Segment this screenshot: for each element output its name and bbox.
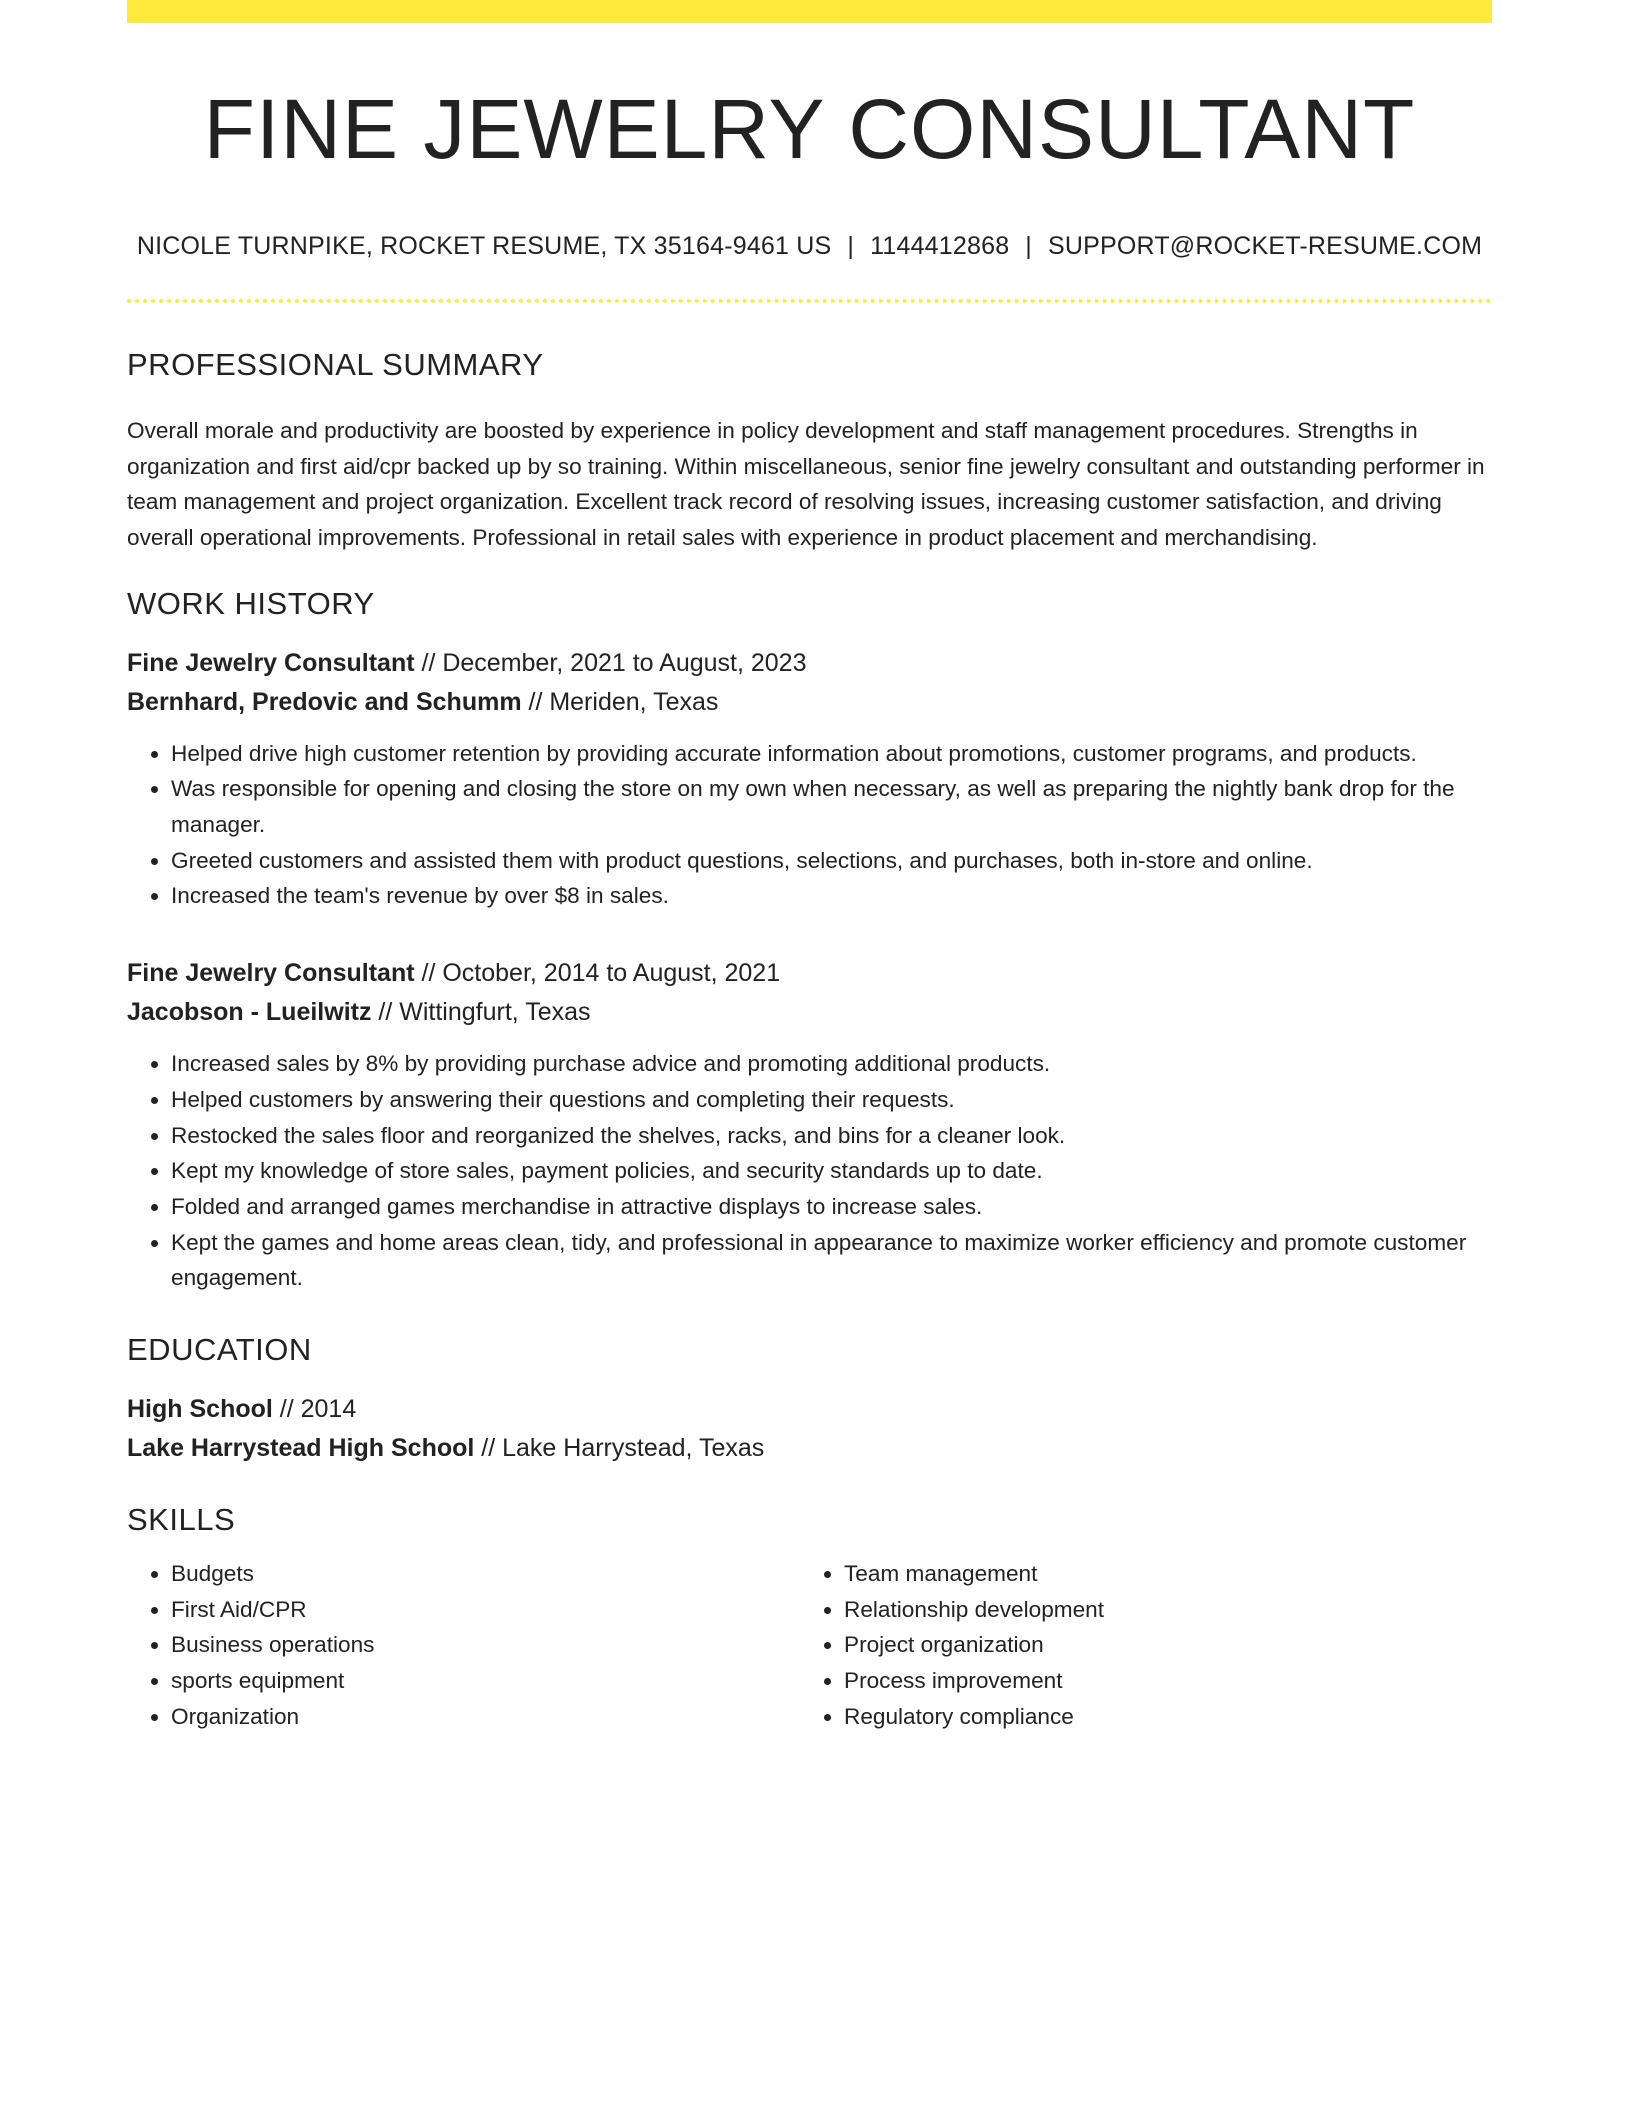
education-year: // 2014 <box>272 1395 357 1424</box>
work-history-heading: WORK HISTORY <box>127 585 375 621</box>
summary-text: Overall morale and productivity are boosted by experience in policy development and staff management procedures. Strengths in organization and first aid/cpr backed up by so training. Within miscellaneous, senior fine jewelry consultant and outstanding performer in team management and project organization. Excellent track record of resolving issues, increasing customer satisfaction, and driving overall operational improvements. Professional in retail sales with experience in product placement and merchandising. <box>127 417 1485 550</box>
contact-separator: | <box>847 231 855 260</box>
job-company-line <box>127 683 1492 722</box>
education-degree: High School <box>127 1395 273 1424</box>
job-title: Fine Jewelry Consultant <box>127 648 415 677</box>
job-bullets <box>127 736 1492 915</box>
contact-line <box>127 232 1492 261</box>
contact-phone: 1144412868 <box>870 231 1010 260</box>
skills-heading: SKILLS <box>127 1502 236 1538</box>
skill-item: • Organization <box>171 1699 800 1735</box>
job-entry <box>127 954 1492 1296</box>
education-heading: EDUCATION <box>127 1332 312 1368</box>
job-company: Bernhard, Predovic and Schumm <box>127 687 522 716</box>
education-school: Lake Harrystead High School <box>127 1434 475 1463</box>
contact-email: SUPPORT@ROCKET-RESUME.COM <box>1048 231 1483 260</box>
skill-item: • sports equipment <box>171 1663 800 1699</box>
job-entry <box>127 644 1492 915</box>
job-location: // Wittingfurt, Texas <box>371 998 591 1027</box>
skill-item: • Team management <box>844 1556 1473 1592</box>
education-location: // Lake Harrystead, Texas <box>474 1434 765 1463</box>
job-dates: // October, 2014 to August, 2021 <box>414 959 781 988</box>
job-bullet: • Increased sales by 8% by providing purchase advice and promoting additional products. <box>171 1046 1492 1082</box>
job-company: Jacobson - Lueilwitz <box>127 998 372 1027</box>
skills-column-left <box>127 1556 800 1735</box>
skill-item: • Regulatory compliance <box>844 1699 1473 1735</box>
job-bullet: • Restocked the sales floor and reorganized the shelves, racks, and bins for a cleaner look. <box>171 1118 1492 1154</box>
summary-heading: PROFESSIONAL SUMMARY <box>127 346 544 382</box>
job-bullet: • Kept my knowledge of store sales, payment policies, and security standards up to date. <box>171 1153 1492 1189</box>
job-title-line <box>127 644 1492 683</box>
skill-item: • First Aid/CPR <box>171 1592 800 1628</box>
skills-column-right <box>800 1556 1473 1735</box>
job-bullet: • Folded and arranged games merchandise in attractive displays to increase sales. <box>171 1189 1492 1225</box>
skills-grid <box>127 1556 1492 1735</box>
education-school-line <box>127 1429 1492 1468</box>
skill-item: • Project organization <box>844 1627 1473 1663</box>
job-bullet: • Kept the games and home areas clean, tidy, and professional in appearance to maximize worker efficiency and promote customer engagement. <box>171 1225 1492 1296</box>
job-bullet: • Increased the team's revenue by over $8 in sales. <box>171 878 1492 914</box>
skill-item: • Process improvement <box>844 1663 1473 1699</box>
resume-page <box>127 0 1492 1735</box>
education-entry <box>127 1390 1492 1468</box>
contact-separator: | <box>1025 231 1032 260</box>
job-title-line <box>127 954 1492 993</box>
skill-item: • Budgets <box>171 1556 800 1592</box>
job-bullet: • Helped customers by answering their questions and completing their requests. <box>171 1082 1492 1118</box>
job-company-line <box>127 993 1492 1032</box>
contact-address: NICOLE TURNPIKE, ROCKET RESUME, TX 35164-9461 US <box>136 231 832 260</box>
dotted-divider <box>127 299 1492 303</box>
job-bullet: • Was responsible for opening and closing the store on my own when necessary, as well as preparing the nightly bank drop for the manager. <box>171 771 1492 842</box>
job-dates: // December, 2021 to August, 2023 <box>414 648 807 677</box>
resume-title: FINE JEWELRY CONSULTANT <box>203 82 1416 176</box>
education-degree-line <box>127 1390 1492 1429</box>
job-bullets <box>127 1046 1492 1296</box>
job-bullet: • Greeted customers and assisted them with product questions, selections, and purchases, both in-store and online. <box>171 843 1492 879</box>
skill-item: • Business operations <box>171 1627 800 1663</box>
job-bullet: • Helped drive high customer retention by providing accurate information about promotions, customer programs, and products. <box>171 736 1492 772</box>
job-title: Fine Jewelry Consultant <box>127 959 415 988</box>
job-location: // Meriden, Texas <box>521 687 719 716</box>
accent-top-bar <box>127 0 1492 23</box>
skill-item: • Relationship development <box>844 1592 1473 1628</box>
